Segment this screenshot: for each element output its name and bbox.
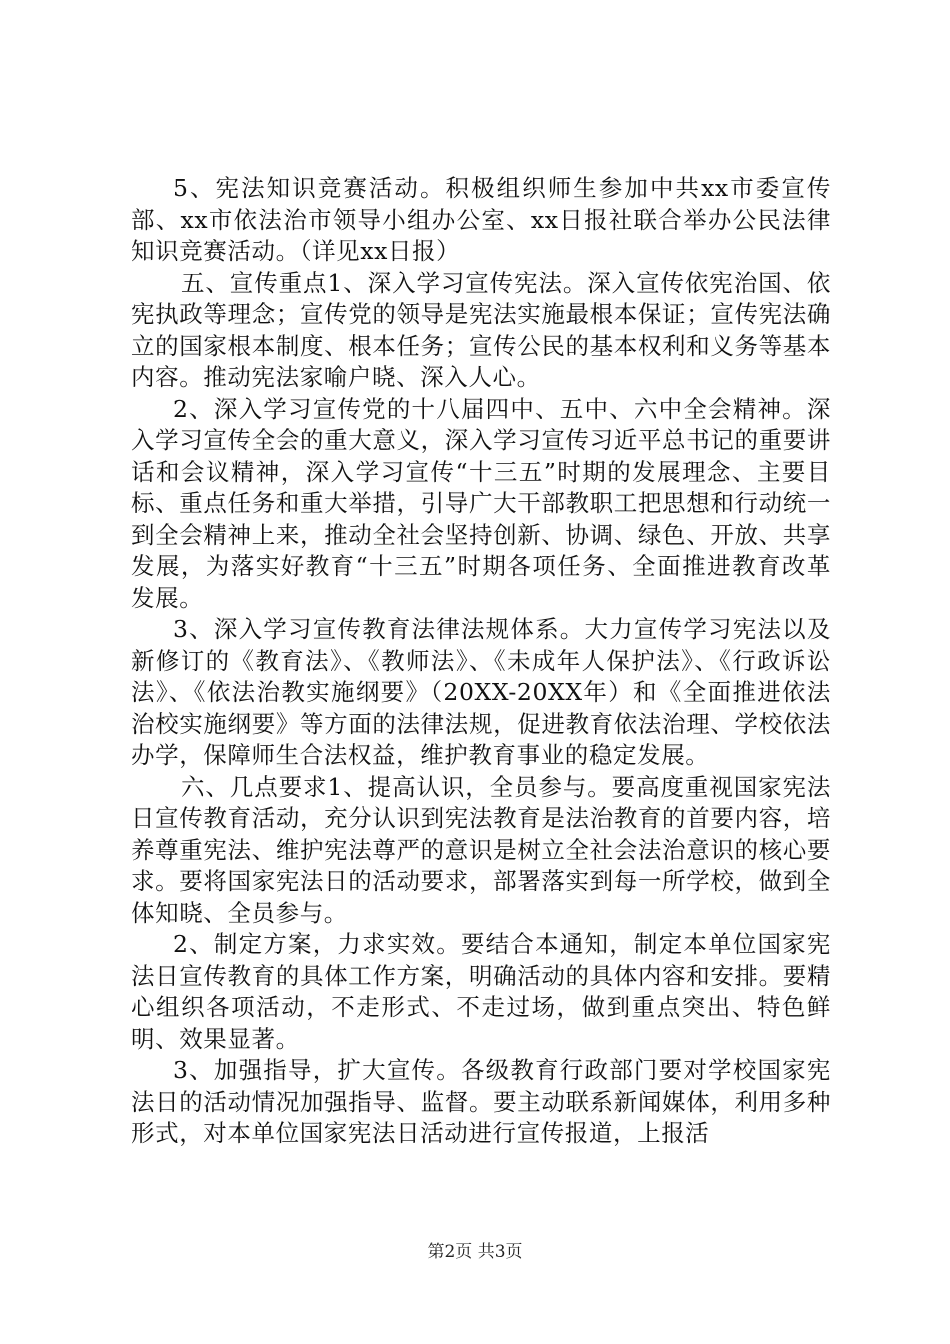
paragraph-knowledge-contest: 5、宪法知识竞赛活动。积极组织师生参加中共xx市委宣传部、xx市依法治市领导小组办公室、xx日报社联合举办公民法律知识竞赛活动。（详见xx日报） [131, 174, 831, 265]
document-body [131, 173, 831, 1150]
paragraph-plenary-spirit: 2、深入学习宣传党的十八届四中、五中、六中全会精神。深入学习宣传全会的重大意义，深入学习宣传习近平总书记的重要讲话和会议精神，深入学习宣传“十三五”时期的发展理念、主要目标、重点任务和重大举措，引导广大干部教职工把思想和行动统一到全会精神上来，推动全社会坚持创新、协调、绿色、开放、共享发展，为落实好教育“十三五”时期各项任务、全面推进教育改革发展。 [131, 394, 831, 612]
paragraph-guidance-publicity: 3、加强指导，扩大宣传。各级教育行政部门要对学校国家宪法日的活动情况加强指导、监督。要主动联系新闻媒体，利用多种形式，对本单位国家宪法日活动进行宣传报道，上报活 [131, 1056, 831, 1147]
paragraph-publicity-focus: 五、宣传重点1、深入学习宣传宪法。深入宣传依宪治国、依宪执政等理念；宣传党的领导是宪法实施最根本保证；宣传宪法确立的国家根本制度、根本任务；宣传公民的基本权利和义务等基本内容。推动宪法家喻户晓、深入人心。 [131, 268, 831, 391]
paragraph-education-law: 3、深入学习宣传教育法律法规体系。大力宣传学习宪法以及新修订的《教育法》、《教师法》、《未成年人保护法》、《行政诉讼法》、《依法治教实施纲要》（20XX-20XX年）和《全面推进依法治校实施纲要》等方面的法律法规，促进教育依法治理、学校依法办学，保障师生合法权益，维护教育事业的稳定发展。 [131, 615, 831, 769]
page-number-footer: 第2页 共3页 [427, 1242, 523, 1262]
paragraph-make-plan: 2、制定方案，力求实效。要结合本通知，制定本单位国家宪法日宣传教育的具体工作方案，明确活动的具体内容和安排。要精心组织各项活动，不走形式、不走过场，做到重点突出、特色鲜明、效果显著。 [131, 930, 831, 1053]
paragraph-requirements: 六、几点要求1、提高认识，全员参与。要高度重视国家宪法日宣传教育活动，充分认识到宪法教育是法治教育的首要内容，培养尊重宪法、维护宪法尊严的意识是树立全社会法治意识的核心要求。要将国家宪法日的活动要求，部署落实到每一所学校，做到全体知晓、全员参与。 [131, 772, 831, 927]
